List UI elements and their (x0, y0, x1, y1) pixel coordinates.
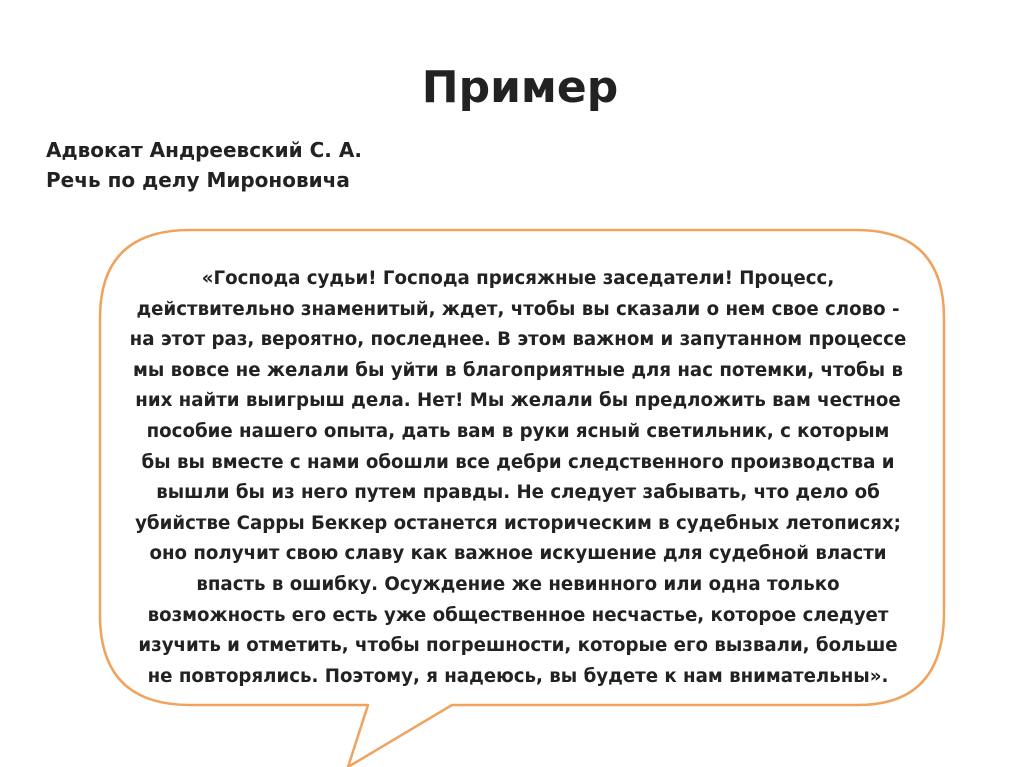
quote-line: оно получит свою славу как важное искушение для судебной власти (149, 543, 887, 565)
quote-line: действительно знаменитый, ждет, чтобы вы сказали о нем свое слово - (136, 298, 900, 320)
quote-line: мы вовсе не желали бы уйти в благоприятные для нас потемки, чтобы в (133, 359, 903, 381)
quote-line: бы вы вместе с нами обошли все дебри следственного производства и (141, 451, 895, 473)
speech-quote (122, 264, 914, 692)
quote-line: изучить и отметить, чтобы погрешности, которые его вызвали, больше (138, 635, 898, 657)
quote-line: убийстве Сарры Беккер останется историческим в судебных летописях; (135, 512, 901, 534)
quote-line: впасть в ошибку. Осуждение же невинного или одна только (196, 573, 840, 595)
slide-title: Пример (421, 62, 619, 113)
quote-line: «Господа судьи! Господа присяжные заседатели! Процесс, (201, 268, 835, 289)
quote-line: пособие нашего опыта, дать вам в руки ясный светильник, с которым (146, 420, 890, 442)
quote-line: них найти выигрыш дела. Нет! Мы желали бы предложить вам честное (135, 390, 901, 412)
speaker-name: Адвокат Андреевский С. А. (46, 138, 362, 162)
quote-line: возможность его есть уже общественное несчастье, которое следует (147, 604, 889, 626)
quote-line: не повторялись. Поэтому, я надеюсь, вы будете к нам внимательны». (147, 665, 889, 687)
quote-line: вышли бы из него путем правды. Не следует забывать, что дело об (156, 482, 880, 504)
quote-line: на этот раз, вероятно, последнее. В этом важном и запутанном процессе (129, 329, 907, 351)
speech-case: Речь по делу Мироновича (46, 168, 350, 192)
